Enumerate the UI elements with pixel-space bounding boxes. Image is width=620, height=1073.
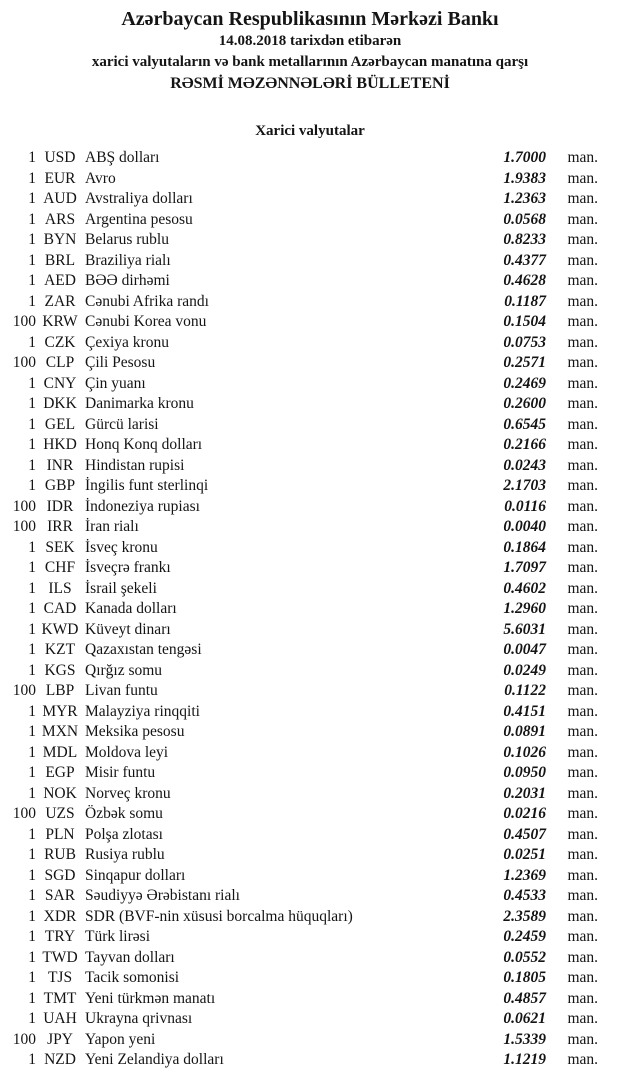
manat-unit-label: man. (567, 1030, 598, 1048)
currency-quantity: 100 (12, 805, 36, 822)
currency-code: SEK (45, 538, 75, 556)
currency-quantity: 1 (28, 723, 36, 740)
manat-unit-label: man. (567, 190, 598, 207)
rate-row (0, 968, 598, 989)
currency-name: Gürcü larisi (85, 415, 159, 433)
manat-unit-label: man. (567, 600, 598, 617)
rate-value: 1.2960 (503, 600, 546, 617)
currency-name: Qırğız somu (85, 661, 163, 679)
currency-name: Türk lirəsi (85, 928, 150, 945)
currency-code: ZAR (44, 292, 76, 310)
bank-title: Azərbaycan Respublikasının Mərkəzi Bankı (121, 8, 499, 30)
manat-unit-label: man. (567, 477, 598, 494)
rate-value: 0.2166 (503, 436, 546, 453)
rate-value: 0.0047 (503, 641, 546, 658)
currency-code: GBP (44, 477, 76, 494)
subject-line: xarici valyutaların və bank metallarının Azərbaycan manatına qarşı (91, 54, 529, 70)
rate-value: 0.0249 (503, 661, 546, 679)
currency-code: TJS (47, 969, 73, 986)
currency-quantity: 1 (28, 559, 36, 576)
rate-row (0, 1050, 598, 1071)
manat-unit-label: man. (567, 866, 598, 884)
rate-value: 0.8233 (503, 231, 546, 248)
rate-value: 0.0116 (504, 497, 546, 515)
rate-value: 1.9383 (503, 169, 546, 187)
currency-code: BYN (43, 231, 77, 248)
manat-unit-label: man. (567, 313, 598, 330)
rate-row (0, 148, 598, 169)
rate-row (0, 804, 598, 825)
rate-row (0, 886, 598, 907)
rate-row (0, 415, 598, 436)
currency-name: Polşa zlotası (85, 825, 163, 843)
manat-unit-label: man. (567, 723, 598, 740)
section-title-foreign-currencies: Xarici valyutalar (255, 123, 365, 139)
currency-code: TRY (44, 928, 76, 945)
rate-row (0, 620, 598, 641)
rate-row (0, 640, 598, 661)
currency-quantity: 1 (28, 477, 36, 494)
rate-value: 1.7097 (503, 559, 546, 576)
manat-unit-label: man. (567, 1010, 598, 1027)
rate-row (0, 866, 598, 887)
manat-unit-label: man. (567, 231, 598, 248)
rate-value: 0.4377 (503, 251, 546, 269)
rate-row (0, 497, 598, 518)
rate-row (0, 1030, 598, 1051)
currency-quantity: 1 (28, 395, 36, 412)
rate-value: 1.7000 (503, 149, 546, 166)
currency-code: ARS (44, 210, 76, 228)
currency-quantity: 1 (28, 641, 36, 658)
manat-unit-label: man. (567, 149, 598, 166)
currency-name: Tacik somonisi (85, 969, 180, 986)
manat-unit-label: man. (567, 374, 598, 392)
currency-code: GEL (44, 415, 76, 433)
exchange-rates-table (0, 148, 620, 1071)
currency-code: IRR (47, 518, 73, 535)
rate-value: 0.1864 (503, 538, 546, 556)
rate-row (0, 845, 598, 866)
rate-value: 0.1805 (503, 969, 546, 986)
rate-value: 0.1026 (503, 743, 546, 761)
rate-row (0, 927, 598, 948)
currency-name: Meksika pesosu (85, 723, 185, 740)
manat-unit-label: man. (567, 702, 598, 720)
rate-value: 2.3589 (503, 907, 546, 925)
rate-row (0, 948, 598, 969)
currency-quantity: 1 (28, 620, 36, 638)
bulletin-header (0, 7, 620, 94)
currency-name: Çin yuanı (85, 374, 146, 392)
currency-code: EGP (45, 764, 75, 781)
currency-quantity: 1 (28, 169, 36, 187)
manat-unit-label: man. (567, 948, 598, 966)
manat-unit-label: man. (567, 743, 598, 761)
rate-value: 0.4857 (503, 989, 546, 1007)
currency-code: SAR (44, 887, 76, 904)
currency-name: Malayziya rinqqiti (85, 702, 200, 720)
rate-row (0, 825, 598, 846)
currency-name: Özbək somu (85, 805, 163, 822)
rate-row (0, 538, 598, 559)
currency-quantity: 1 (28, 149, 36, 166)
manat-unit-label: man. (567, 251, 598, 269)
rate-value: 0.0552 (503, 948, 546, 966)
currency-quantity: 1 (28, 989, 36, 1007)
rate-value: 0.0753 (503, 333, 546, 351)
currency-name: Honq Konq dolları (85, 436, 203, 453)
rate-row (0, 394, 598, 415)
currency-quantity: 1 (28, 887, 36, 904)
currency-quantity: 1 (28, 579, 36, 597)
currency-quantity: 1 (28, 907, 36, 925)
currency-quantity: 1 (28, 866, 36, 884)
rate-row (0, 476, 598, 497)
currency-name: Argentina pesosu (85, 210, 193, 228)
manat-unit-label: man. (567, 169, 598, 187)
manat-unit-label: man. (567, 272, 598, 289)
currency-code: JPY (47, 1030, 73, 1048)
currency-quantity: 1 (28, 969, 36, 986)
currency-name: İndoneziya rupiası (85, 497, 200, 515)
rate-row (0, 599, 598, 620)
currency-name: SDR (BVF-nin xüsusi borcalma hüquqları) (85, 907, 353, 925)
currency-name: Çili Pesosu (85, 354, 156, 371)
currency-quantity: 1 (28, 928, 36, 945)
manat-unit-label: man. (567, 989, 598, 1007)
rate-value: 0.4602 (503, 579, 546, 597)
currency-name: Küveyt dinarı (85, 620, 171, 638)
currency-quantity: 1 (28, 251, 36, 269)
rate-row (0, 558, 598, 579)
rate-row (0, 271, 598, 292)
rate-row (0, 333, 598, 354)
currency-quantity: 100 (12, 682, 36, 699)
rate-value: 0.1504 (503, 313, 546, 330)
currency-code: XDR (43, 907, 77, 925)
currency-quantity: 1 (28, 333, 36, 351)
rate-row (0, 435, 598, 456)
manat-unit-label: man. (567, 1051, 598, 1068)
currency-name: Tayvan dolları (85, 948, 175, 966)
currency-name: Sinqapur dolları (85, 866, 186, 884)
currency-name: Danimarka kronu (85, 395, 194, 412)
currency-name: Yeni türkmən manatı (85, 989, 216, 1007)
rate-row (0, 661, 598, 682)
rate-row (0, 681, 598, 702)
rate-row (0, 722, 598, 743)
rate-row (0, 1009, 598, 1030)
manat-unit-label: man. (567, 887, 598, 904)
rate-row (0, 292, 598, 313)
rate-value: 0.4533 (503, 887, 546, 904)
manat-unit-label: man. (567, 333, 598, 351)
manat-unit-label: man. (567, 969, 598, 986)
currency-code: MXN (41, 723, 79, 740)
currency-quantity: 1 (28, 374, 36, 392)
currency-quantity: 1 (28, 292, 36, 310)
currency-quantity: 1 (28, 784, 36, 802)
currency-name: Livan funtu (85, 682, 158, 699)
rate-value: 0.0621 (503, 1010, 546, 1027)
currency-code: KRW (42, 313, 78, 330)
currency-code: PLN (45, 825, 75, 843)
currency-name: Norveç kronu (85, 784, 171, 802)
manat-unit-label: man. (567, 292, 598, 310)
currency-name: Braziliya rialı (85, 251, 171, 269)
manat-unit-label: man. (567, 661, 598, 679)
rate-value: 0.2571 (503, 354, 546, 371)
currency-quantity: 1 (28, 825, 36, 843)
currency-name: Moldova leyi (85, 743, 169, 761)
currency-name: İngilis funt sterlinqi (85, 477, 209, 494)
currency-name: Cənubi Korea vonu (85, 313, 207, 330)
currency-code: NZD (44, 1051, 76, 1068)
currency-quantity: 100 (12, 518, 36, 535)
rate-row (0, 230, 598, 251)
currency-quantity: 1 (28, 456, 36, 474)
currency-quantity: 1 (28, 210, 36, 228)
manat-unit-label: man. (567, 825, 598, 843)
currency-name: Belarus rublu (85, 231, 169, 248)
manat-unit-label: man. (567, 518, 598, 535)
currency-code: HKD (43, 436, 77, 453)
manat-unit-label: man. (567, 395, 598, 412)
rate-row (0, 702, 598, 723)
currency-code: UZS (45, 805, 75, 822)
rate-value: 0.0251 (503, 846, 546, 863)
currency-quantity: 100 (12, 1030, 36, 1048)
currency-quantity: 1 (28, 538, 36, 556)
rate-row (0, 743, 598, 764)
currency-quantity: 1 (28, 272, 36, 289)
currency-quantity: 100 (12, 354, 36, 371)
rate-value: 0.2469 (503, 374, 546, 392)
currency-name: ABŞ dolları (85, 149, 160, 166)
currency-code: KGS (44, 661, 76, 679)
currency-name: İsveçrə frankı (85, 559, 171, 576)
rate-row (0, 189, 598, 210)
currency-code: RUB (44, 846, 76, 863)
rate-value: 0.4151 (503, 702, 546, 720)
manat-unit-label: man. (567, 415, 598, 433)
rate-value: 0.6545 (503, 415, 546, 433)
rate-value: 0.0243 (503, 456, 546, 474)
currency-code: TMT (43, 989, 77, 1007)
rate-row (0, 374, 598, 395)
manat-unit-label: man. (567, 805, 598, 822)
currency-quantity: 1 (28, 600, 36, 617)
currency-code: SGD (44, 866, 76, 884)
currency-quantity: 100 (12, 497, 36, 515)
currency-name: Ukrayna qrivnası (85, 1010, 193, 1027)
currency-name: Yeni Zelandiya dolları (85, 1051, 224, 1068)
currency-code: USD (44, 149, 76, 166)
currency-name: Cənubi Afrika randı (85, 292, 209, 310)
currency-quantity: 1 (28, 948, 36, 966)
rate-value: 0.1122 (504, 682, 546, 699)
currency-code: NOK (43, 784, 77, 802)
rate-value: 0.2459 (503, 928, 546, 945)
currency-code: IDR (46, 497, 74, 515)
currency-code: INR (46, 456, 74, 474)
currency-quantity: 1 (28, 1010, 36, 1027)
currency-quantity: 1 (28, 661, 36, 679)
rate-value: 0.0568 (503, 210, 546, 228)
currency-quantity: 1 (28, 415, 36, 433)
currency-code: BRL (44, 251, 76, 269)
rate-value: 0.2600 (503, 395, 546, 412)
rate-row (0, 251, 598, 272)
currency-code: CLP (45, 354, 75, 371)
currency-name: Hindistan rupisi (85, 456, 185, 474)
manat-unit-label: man. (567, 559, 598, 576)
currency-name: Avro (85, 169, 116, 187)
manat-unit-label: man. (567, 620, 598, 638)
rate-row (0, 456, 598, 477)
currency-code: UAH (43, 1010, 77, 1027)
manat-unit-label: man. (567, 354, 598, 371)
currency-quantity: 1 (28, 764, 36, 781)
rate-value: 0.0216 (503, 805, 546, 822)
effective-date-line: 14.08.2018 tarixdən etibarən (218, 33, 402, 49)
manat-unit-label: man. (567, 784, 598, 802)
currency-quantity: 1 (28, 743, 36, 761)
manat-unit-label: man. (567, 907, 598, 925)
rate-value: 0.4507 (503, 825, 546, 843)
currency-code: DKK (43, 395, 77, 412)
rate-row (0, 907, 598, 928)
currency-code: CNY (43, 374, 77, 392)
currency-code: KZT (44, 641, 76, 658)
currency-quantity: 1 (28, 702, 36, 720)
currency-code: AUD (43, 190, 77, 207)
bulletin-title: RƏSMİ MƏZƏNNƏLƏRİ BÜLLETENİ (170, 75, 450, 92)
rate-row (0, 579, 598, 600)
currency-name: Səudiyyə Ərəbistanı rialı (85, 887, 240, 904)
currency-code: AED (44, 272, 76, 289)
currency-name: Yapon yeni (85, 1030, 156, 1048)
rate-value: 0.2031 (503, 784, 546, 802)
rate-row (0, 517, 598, 538)
currency-code: LBP (45, 682, 75, 699)
currency-name: İran rialı (85, 518, 139, 535)
rate-row (0, 784, 598, 805)
manat-unit-label: man. (567, 538, 598, 556)
manat-unit-label: man. (567, 682, 598, 699)
manat-unit-label: man. (567, 579, 598, 597)
currency-code: TWD (42, 948, 78, 966)
currency-name: Avstraliya dolları (85, 190, 193, 207)
rate-value: 5.6031 (503, 620, 546, 638)
currency-quantity: 1 (28, 1051, 36, 1068)
manat-unit-label: man. (567, 641, 598, 658)
currency-name: Çexiya kronu (85, 333, 169, 351)
currency-code: CZK (44, 333, 76, 351)
rate-row (0, 210, 598, 231)
currency-quantity: 1 (28, 231, 36, 248)
currency-quantity: 1 (28, 846, 36, 863)
rate-value: 1.1219 (503, 1051, 546, 1068)
manat-unit-label: man. (567, 764, 598, 781)
manat-unit-label: man. (567, 456, 598, 474)
currency-code: MYR (42, 702, 78, 720)
manat-unit-label: man. (567, 928, 598, 945)
manat-unit-label: man. (567, 436, 598, 453)
rate-row (0, 353, 598, 374)
rate-row (0, 312, 598, 333)
currency-name: BƏƏ dirhəmi (85, 272, 170, 289)
rate-value: 0.0950 (503, 764, 546, 781)
currency-quantity: 100 (12, 313, 36, 330)
rate-value: 1.2369 (503, 866, 546, 884)
currency-name: İsrail şekeli (85, 579, 157, 597)
rate-value: 0.0891 (503, 723, 546, 740)
currency-code: KWD (41, 620, 79, 638)
currency-code: ILS (48, 579, 72, 597)
currency-code: EUR (44, 169, 76, 187)
rate-value: 0.0040 (503, 518, 546, 535)
manat-unit-label: man. (567, 497, 598, 515)
currency-quantity: 1 (28, 436, 36, 453)
rate-value: 1.5339 (503, 1030, 546, 1048)
currency-name: İsveç kronu (85, 538, 158, 556)
rate-value: 2.1703 (503, 477, 546, 494)
currency-name: Rusiya rublu (85, 846, 165, 863)
currency-name: Misir funtu (85, 764, 156, 781)
currency-name: Kanada dolları (85, 600, 177, 617)
rate-value: 0.4628 (503, 272, 546, 289)
currency-quantity: 1 (28, 190, 36, 207)
rate-value: 0.1187 (504, 292, 546, 310)
currency-code: MDL (42, 743, 78, 761)
rate-row (0, 169, 598, 190)
rate-row (0, 763, 598, 784)
rate-row (0, 989, 598, 1010)
currency-code: CAD (43, 600, 77, 617)
manat-unit-label: man. (567, 210, 598, 228)
currency-code: CHF (44, 559, 76, 576)
rate-value: 1.2363 (503, 190, 546, 207)
currency-name: Qazaxıstan tengəsi (85, 641, 202, 658)
manat-unit-label: man. (567, 846, 598, 863)
